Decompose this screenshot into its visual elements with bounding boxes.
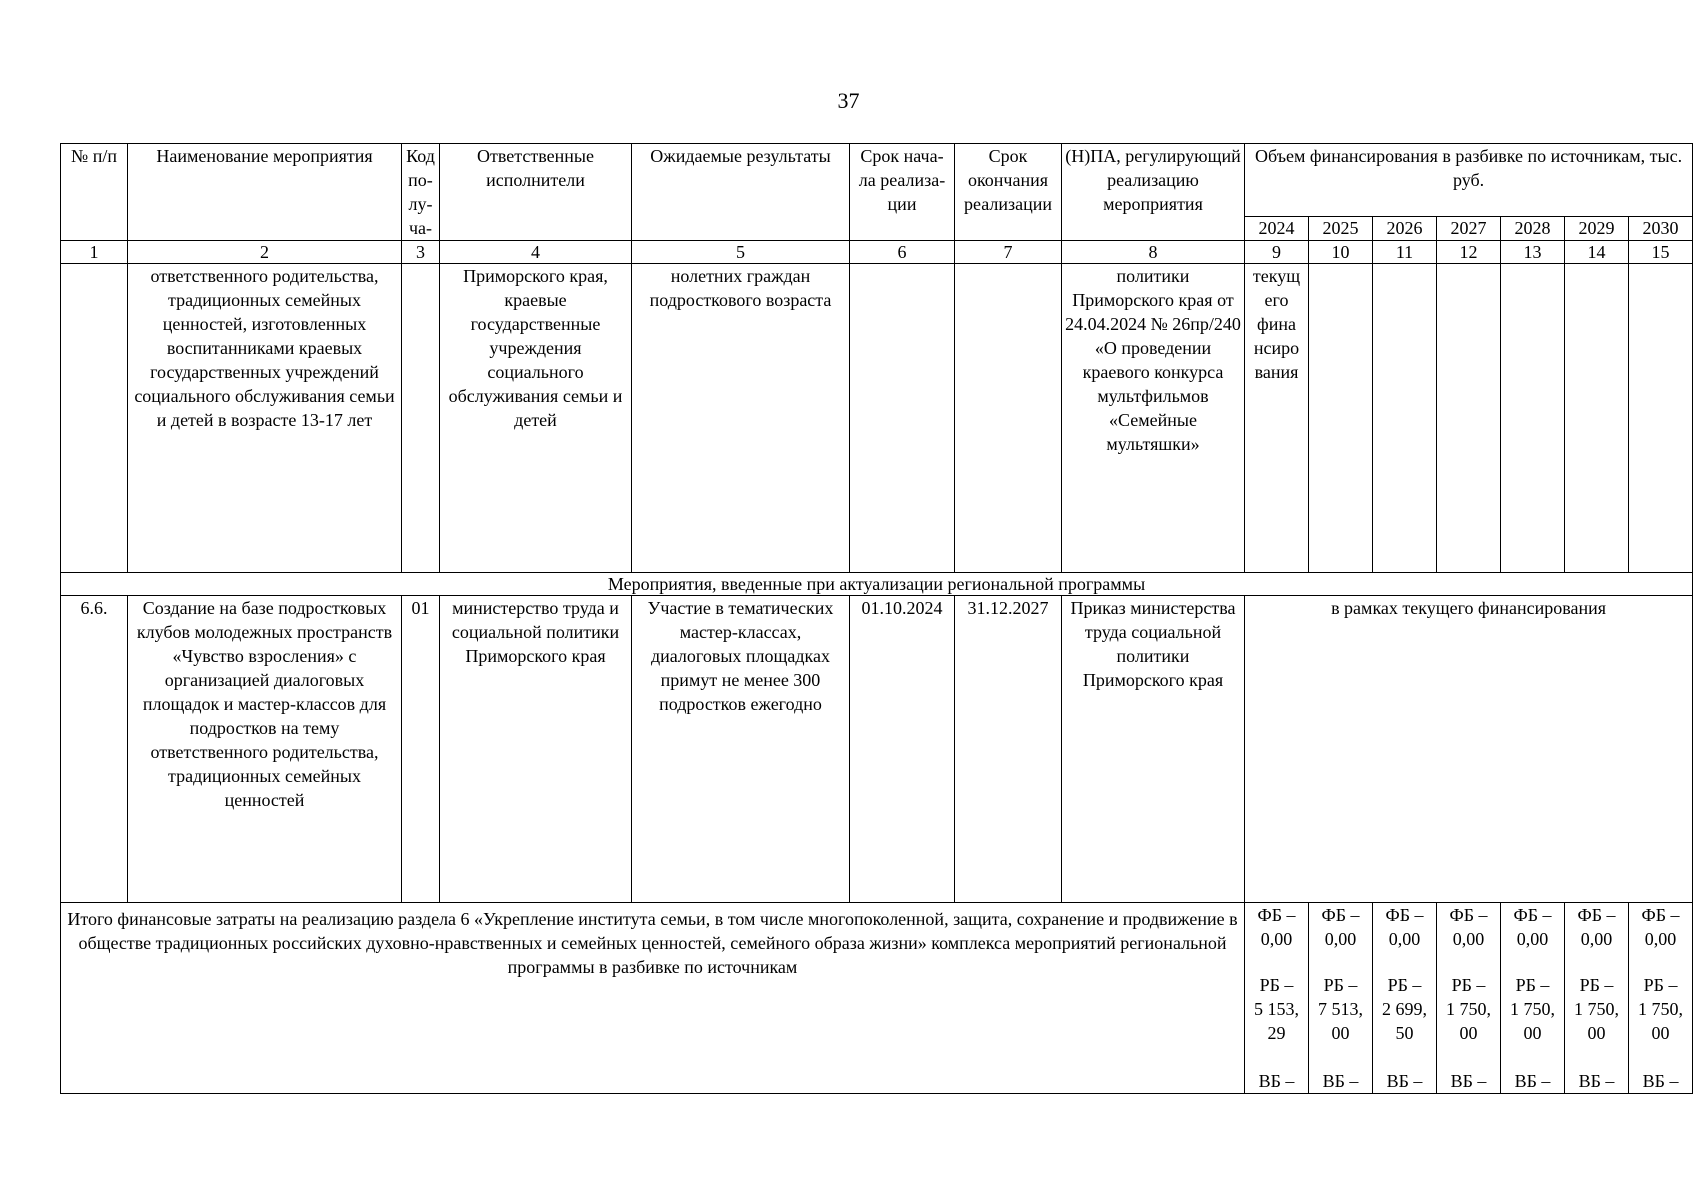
- total-2027: [1437, 903, 1501, 1094]
- header-start: Срок нача- ла реализа- ции: [850, 144, 955, 241]
- fb-value: 0,00: [1644, 929, 1677, 949]
- header-code: [402, 144, 440, 241]
- year-2024: 2024: [1245, 217, 1309, 241]
- continued-name: ответственного родительства, традиционных семейных ценностей, изготовленных воспитанниками краевых государственных учреждений социального обслуживания семьи и детей в возрасте 13-17 лет: [128, 264, 402, 573]
- col-num: 12: [1437, 241, 1501, 264]
- year-2029: 2029: [1565, 217, 1629, 241]
- col-num: 4: [440, 241, 632, 264]
- total-2030: [1629, 903, 1693, 1094]
- rb-label: РБ –: [1323, 975, 1358, 995]
- row-name: Создание на базе подростковых клубов молодежных пространств «Чувство взросления» с организацией диалоговых площадок и мастер-классов для подростков на тему ответственного родительства, традиционных семейных ценностей: [128, 596, 402, 903]
- section-row: [61, 573, 1693, 596]
- row-results: Участие в тематических мастер-классах, диалоговых площадках примут не менее 300 подростков ежегодно: [632, 596, 850, 903]
- vb-label: ВБ –: [1578, 1071, 1615, 1091]
- col-num: 11: [1373, 241, 1437, 264]
- row-financing: в рамках текущего финансирования: [1245, 596, 1693, 903]
- col-num: 6: [850, 241, 955, 264]
- row-npa: Приказ министерства труда социальной политики Приморского края: [1062, 596, 1245, 903]
- header-executors: Ответственные исполнители: [440, 144, 632, 241]
- rb-value: 1 750, 00: [1446, 999, 1491, 1043]
- vb-label: ВБ –: [1386, 1071, 1423, 1091]
- vb-label: ВБ –: [1450, 1071, 1487, 1091]
- header-financing: Объем финансирования в разбивке по источникам, тыс. руб.: [1245, 144, 1693, 217]
- rb-label: РБ –: [1579, 975, 1614, 995]
- header-name: Наименование мероприятия: [128, 144, 402, 241]
- fb-label: ФБ –: [1257, 905, 1296, 925]
- section-title: Мероприятия, введенные при актуализации региональной программы: [61, 573, 1693, 596]
- fb-value: 0,00: [1580, 929, 1613, 949]
- col-num: 10: [1309, 241, 1373, 264]
- rb-value: 1 750, 00: [1638, 999, 1684, 1043]
- rb-value: 1 750, 00: [1510, 999, 1555, 1043]
- vb-label: ВБ –: [1642, 1071, 1679, 1091]
- continued-financing-2024: текущ его фина нсиро вания: [1245, 264, 1309, 573]
- rb-value: 5 153, 29: [1254, 999, 1299, 1043]
- rb-label: РБ –: [1451, 975, 1486, 995]
- row-end-date: 31.12.2027: [955, 596, 1062, 903]
- year-2028: 2028: [1501, 217, 1565, 241]
- fb-label: ФБ –: [1641, 905, 1680, 925]
- continued-executors: Приморского края, краевые государственные учреждения социального обслуживания семьи и детей: [440, 264, 632, 573]
- fb-value: 0,00: [1324, 929, 1357, 949]
- row-executors: министерство труда и социальной политики Приморского края: [440, 596, 632, 903]
- col-num: 15: [1629, 241, 1693, 264]
- col-num: 13: [1501, 241, 1565, 264]
- rb-label: РБ –: [1387, 975, 1422, 995]
- row-number: 6.6.: [61, 596, 128, 903]
- total-2028: [1501, 903, 1565, 1094]
- fb-label: ФБ –: [1385, 905, 1424, 925]
- fb-label: ФБ –: [1513, 905, 1552, 925]
- rb-label: РБ –: [1259, 975, 1294, 995]
- col-num: 9: [1245, 241, 1309, 264]
- fb-label: ФБ –: [1577, 905, 1616, 925]
- header-code-text: Код по- лу- ча-: [406, 146, 435, 238]
- fb-value: 0,00: [1388, 929, 1421, 949]
- fb-value: 0,00: [1516, 929, 1549, 949]
- vb-label: ВБ –: [1322, 1071, 1359, 1091]
- col-num: 8: [1062, 241, 1245, 264]
- fb-value: 0,00: [1452, 929, 1485, 949]
- total-2025: [1309, 903, 1373, 1094]
- year-2025: 2025: [1309, 217, 1373, 241]
- row-start-date: 01.10.2024: [850, 596, 955, 903]
- col-num: 5: [632, 241, 850, 264]
- page-number: 37: [837, 88, 860, 113]
- vb-label: ВБ –: [1514, 1071, 1551, 1091]
- header-end: Срок окончания реализации: [955, 144, 1062, 241]
- header-npa: (Н)ПА, регулирующий реализацию мероприятия: [1062, 144, 1245, 241]
- year-2027: 2027: [1437, 217, 1501, 241]
- row-6-6: [61, 596, 1693, 903]
- program-table: [60, 143, 1693, 1094]
- header-row: [61, 144, 1693, 217]
- vb-label: ВБ –: [1258, 1071, 1295, 1091]
- fb-label: ФБ –: [1321, 905, 1360, 925]
- fb-label: ФБ –: [1449, 905, 1488, 925]
- year-2026: 2026: [1373, 217, 1437, 241]
- col-num: 7: [955, 241, 1062, 264]
- continued-npa: политики Приморского края от 24.04.2024 № 26пр/240 «О проведении краевого конкурса мультфильмов «Семейные мультяшки»: [1062, 264, 1245, 573]
- rb-label: РБ –: [1643, 975, 1678, 995]
- fb-value: 0,00: [1260, 929, 1293, 949]
- column-numbers-row: [61, 241, 1693, 264]
- continued-results: нолетних граждан подросткового возраста: [632, 264, 850, 573]
- total-row: [61, 903, 1693, 1094]
- col-num: 2: [128, 241, 402, 264]
- rb-value: 1 750, 00: [1574, 999, 1619, 1043]
- rb-value: 7 513, 00: [1318, 999, 1363, 1043]
- col-num: 3: [402, 241, 440, 264]
- col-num: 1: [61, 241, 128, 264]
- total-2029: [1565, 903, 1629, 1094]
- year-2030: 2030: [1629, 217, 1693, 241]
- header-number: № п/п: [61, 144, 128, 241]
- rb-label: РБ –: [1515, 975, 1550, 995]
- rb-value: 2 699, 50: [1382, 999, 1427, 1043]
- total-label: Итого финансовые затраты на реализацию раздела 6 «Укрепление института семьи, в том числе многопоколенной, защита, сохранение и продвижение в обществе традиционных российских духовно-нравственных и семейных ценностей, семейного образа жизни» комплекса мероприятий региональной программы в разбивке по источникам: [61, 903, 1245, 1094]
- row-code: 01: [402, 596, 440, 903]
- continued-row: [61, 264, 1693, 573]
- col-num: 14: [1565, 241, 1629, 264]
- total-2026: [1373, 903, 1437, 1094]
- total-2024: [1245, 903, 1309, 1094]
- header-results: Ожидаемые результаты: [632, 144, 850, 241]
